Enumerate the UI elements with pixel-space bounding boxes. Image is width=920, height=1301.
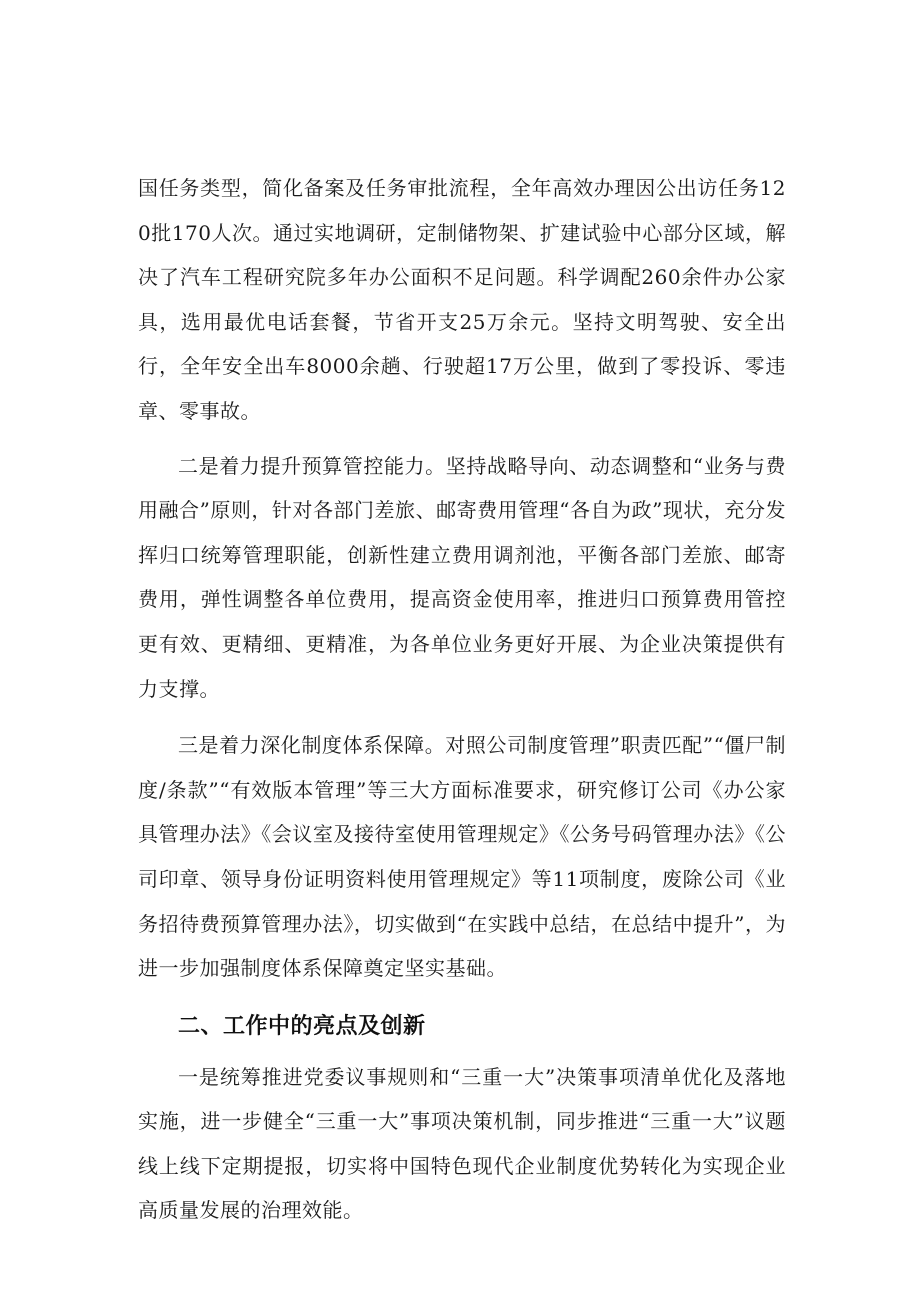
paragraph-decision-mechanism: 一是统筹推进党委议事规则和“三重一大”决策事项清单优化及落地实施，进一步健全“三重一大”事项决策机制，同步推进“三重一大”议题线上线下定期提报，切实将中国特色现代企业制度优势转化为实现企业高质量发展的治理效能。 [138,1064,786,1223]
section-heading: 二、工作中的亮点及创新 [178,1013,426,1039]
document-body [138,166,786,1233]
paragraph-institution-system: 三是着力深化制度体系保障。对照公司制度管理”职责匹配”“僵尸制度/条款”“有效版本管理”等三大方面标准要求，研究修订公司《办公家具管理办法》《会议室及接待室使用管理规定》《公务号码管理办法》《公司印章、领导身份证明资料使用管理规定》等11项制度，废除公司《业务招待费预算管理办法》，切实做到“在实践中总结，在总结中提升”，为进一步加强制度体系保障奠定坚实基础。 [138,733,786,981]
paragraph-continuation: 国任务类型，简化备案及任务审批流程，全年高效办理因公出访任务120批170人次。通过实地调研，定制储物架、扩建试验中心部分区域，解决了汽车工程研究院多年办公面积不足问题。科学调配260余件办公家具，选用最优电话套餐，节省开支25万余元。坚持文明驾驶、安全出行，全年安全出车8000余趟、行驶超17万公里，做到了零投诉、零违章、零事故。 [138,176,786,423]
paragraph-budget-control: 二是着力提升预算管控能力。坚持战略导向、动态调整和“业务与费用融合”原则，针对各部门差旅、邮寄费用管理“各自为政”现状，充分发挥归口统筹管理职能，创新性建立费用调剂池，平衡各部门差旅、邮寄费用，弹性调整各单位费用，提高资金使用率，推进归口预算费用管控更有效、更精细、更精准，为各单位业务更好开展、为企业决策提供有力支撑。 [138,453,786,701]
